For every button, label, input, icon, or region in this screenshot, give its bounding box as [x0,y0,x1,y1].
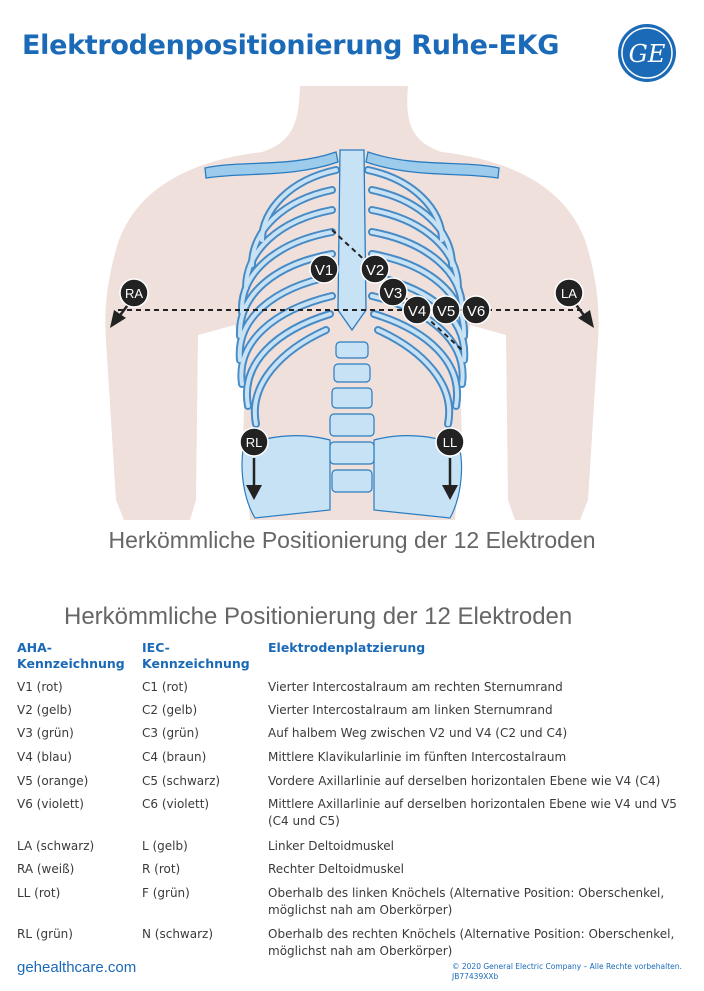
svg-text:V1: V1 [314,262,334,279]
electrode-v3 [379,278,407,306]
cell-iec: C3 (grün) [142,726,199,740]
svg-text:RA: RA [124,286,144,301]
cell-aha: V3 (grün) [17,726,74,740]
cell-iec: R (rot) [142,862,181,876]
electrode-ra [120,279,148,307]
cell-iec: C2 (gelb) [142,703,198,717]
cell-aha: RL (grün) [17,927,73,941]
cell-aha: V2 (gelb) [17,703,72,717]
electrode-rl [240,428,268,456]
electrode-v5 [432,296,460,324]
spine [330,342,374,492]
svg-text:V5: V5 [436,303,456,320]
electrode-v2 [361,255,389,283]
header-iec: IEC- Kennzeichnung [142,640,250,671]
cell-iec: F (grün) [142,886,190,900]
sternum [338,150,366,330]
cell-placement: Mittlere Axillarlinie auf derselben horizontalen Ebene wie V4 und V5 (C4 und C5) [268,797,677,828]
electrode-ll [436,428,464,456]
cell-aha: LL (rot) [17,886,61,900]
page-title: Elektrodenpositionierung Ruhe-EKG [22,30,560,61]
cell-iec: C5 (schwarz) [142,774,221,788]
cell-iec: C1 (rot) [142,680,188,694]
torso-illustration [0,80,704,525]
electrode-v1 [310,255,338,283]
electrode-la [555,279,583,307]
electrode-v4 [403,296,431,324]
svg-text:V2: V2 [365,262,385,279]
cell-placement: Linker Deltoidmuskel [268,839,395,853]
cell-iec: C6 (violett) [142,797,210,811]
website-link[interactable]: gehealthcare.com [17,959,137,976]
cell-placement: Oberhalb des linken Knöchels (Alternative Position: Oberschenkel, möglichst nah am Oberkörper) [268,886,665,917]
header-placement: Elektrodenplatzierung [268,640,426,655]
cell-placement: Vierter Intercostalraum am linken Sternumrand [268,703,553,717]
table-title: Herkömmliche Positionierung der 12 Elektroden [64,603,573,630]
copyright: © 2020 General Electric Company – Alle Rechte vorbehalten. JB77439XXb [452,962,682,981]
svg-text:LA: LA [561,286,577,301]
ge-monogram-icon: GE [628,40,666,68]
cell-aha: V1 (rot) [17,680,63,694]
cell-aha: V5 (orange) [17,774,89,788]
svg-text:V6: V6 [466,303,486,320]
cell-placement: Vordere Axillarlinie auf derselben horizontalen Ebene wie V4 (C4) [268,774,661,788]
cell-iec: L (gelb) [142,839,188,853]
cell-aha: V6 (violett) [17,797,84,811]
cell-placement: Rechter Deltoidmuskel [268,862,404,876]
svg-text:RL: RL [245,435,263,450]
cell-aha: LA (schwarz) [17,839,95,853]
cell-placement: Oberhalb des rechten Knöchels (Alternative Position: Oberschenkel, möglichst nah am Oberkörper) [268,927,675,958]
svg-text:V3: V3 [383,285,403,302]
cell-iec: N (schwarz) [142,927,214,941]
svg-text:LL: LL [442,435,458,450]
cell-placement: Mittlere Klavikularlinie im fünften Intercostalraum [268,750,567,764]
cell-aha: V4 (blau) [17,750,72,764]
cell-iec: C4 (braun) [142,750,207,764]
electrode-v6 [462,296,490,324]
cell-aha: RA (weiß) [17,862,75,876]
header-aha: AHA- Kennzeichnung [17,640,125,671]
ge-logo [617,23,677,83]
cell-placement: Vierter Intercostalraum am rechten Sternumrand [268,680,563,694]
svg-text:V4: V4 [407,303,427,320]
illustration-caption: Herkömmliche Positionierung der 12 Elektroden [108,527,596,553]
cell-placement: Auf halbem Weg zwischen V2 und V4 (C2 und C4) [268,726,568,740]
